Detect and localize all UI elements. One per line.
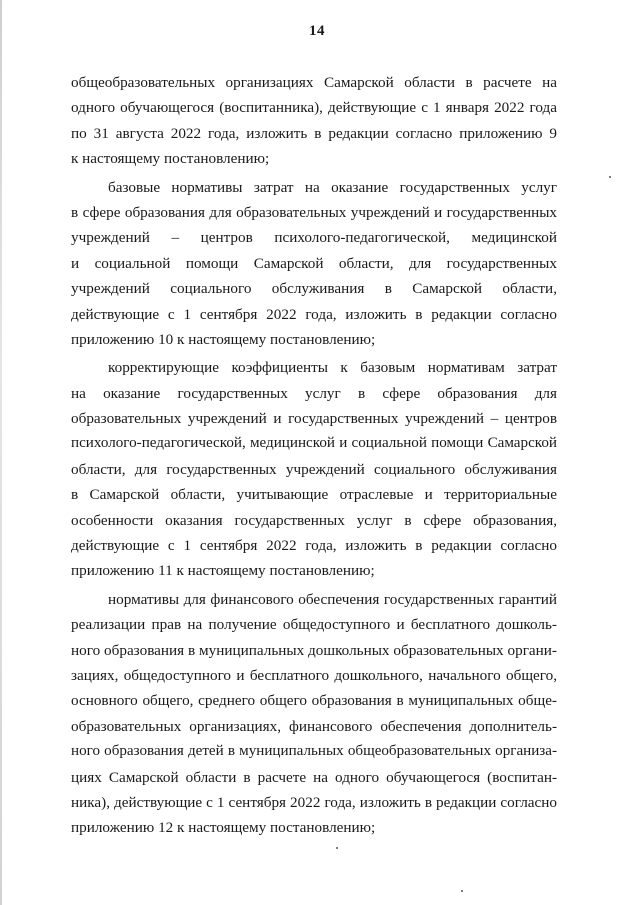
document-body xyxy=(71,70,557,841)
text-line: и социальной помощи Самарской области, для государственных xyxy=(71,254,557,272)
paragraph-3 xyxy=(71,355,557,584)
text-line: зациях, общедоступного и бесплатного дошкольного, начального общего, xyxy=(71,666,557,684)
paragraph-1 xyxy=(71,70,557,172)
text-line: к настоящему постановлению; xyxy=(71,150,270,168)
page-number: 14 xyxy=(309,23,325,39)
text-line: базовые нормативы затрат на оказание государственных услуг xyxy=(108,178,557,196)
text-line: особенности оказания государственных услуг в сфере образования, xyxy=(71,511,557,529)
text-line: основного общего, среднего общего образования в муниципальных обще- xyxy=(71,692,557,710)
paragraph-2 xyxy=(71,175,557,353)
text-line: учреждений социального обслуживания в Самарской области, xyxy=(71,280,557,298)
scan-speck xyxy=(609,176,611,178)
paragraph-4 xyxy=(71,587,557,841)
text-line: циях Самарской области в расчете на одного обучающегося (воспитан- xyxy=(71,768,557,786)
text-line: области, для государственных учреждений социального обслуживания xyxy=(71,460,557,478)
text-line: психолого-педагогической, медицинской и социальной помощи Самарской xyxy=(71,435,557,452)
text-line: ного образования в муниципальных дошкольных образовательных органи- xyxy=(71,641,557,659)
text-line: образовательных организациях, финансового обеспечения дополнитель- xyxy=(71,717,557,735)
text-line: в Самарской области, учитывающие отраслевые и территориальные xyxy=(71,486,557,504)
text-line: по 31 августа 2022 года, изложить в редакции согласно приложению 9 xyxy=(71,124,557,142)
text-line: общеобразовательных организациях Самарской области в расчете на xyxy=(71,74,557,91)
scan-speck xyxy=(461,890,463,892)
scan-speck xyxy=(336,847,338,849)
text-line: реализации прав на получение общедоступного и бесплатного дошколь- xyxy=(71,616,557,634)
text-line: действующие с 1 сентября 2022 года, изложить в редакции согласно xyxy=(71,305,557,323)
text-line: действующие с 1 сентября 2022 года, изложить в редакции согласно xyxy=(71,537,557,555)
text-line: в сфере образования для образовательных учреждений и государственных xyxy=(71,203,557,221)
text-line: корректирующие коэффициенты к базовым нормативам затрат xyxy=(108,359,557,377)
text-line: приложению 11 к настоящему постановлению; xyxy=(71,562,375,580)
text-line: учреждений – центров психолого-педагогической, медицинской xyxy=(71,229,557,247)
text-line: на оказание государственных услуг в сфере образования для xyxy=(71,384,557,402)
text-line: приложению 10 к настоящему постановлению; xyxy=(71,330,376,348)
text-line: ника), действующие с 1 сентября 2022 года, изложить в редакции согласно xyxy=(71,793,557,811)
text-line: нормативы для финансового обеспечения государственных гарантий xyxy=(108,590,557,608)
text-line: ного образования детей в муниципальных общеобразовательных организа- xyxy=(71,743,557,760)
text-line: одного обучающегося (воспитанника), действующие с 1 января 2022 года xyxy=(71,99,557,117)
text-line: образовательных учреждений и государственных учреждений – центров xyxy=(71,410,557,428)
text-line: приложению 12 к настоящему постановлению; xyxy=(71,819,376,837)
scan-left-edge xyxy=(0,0,2,905)
